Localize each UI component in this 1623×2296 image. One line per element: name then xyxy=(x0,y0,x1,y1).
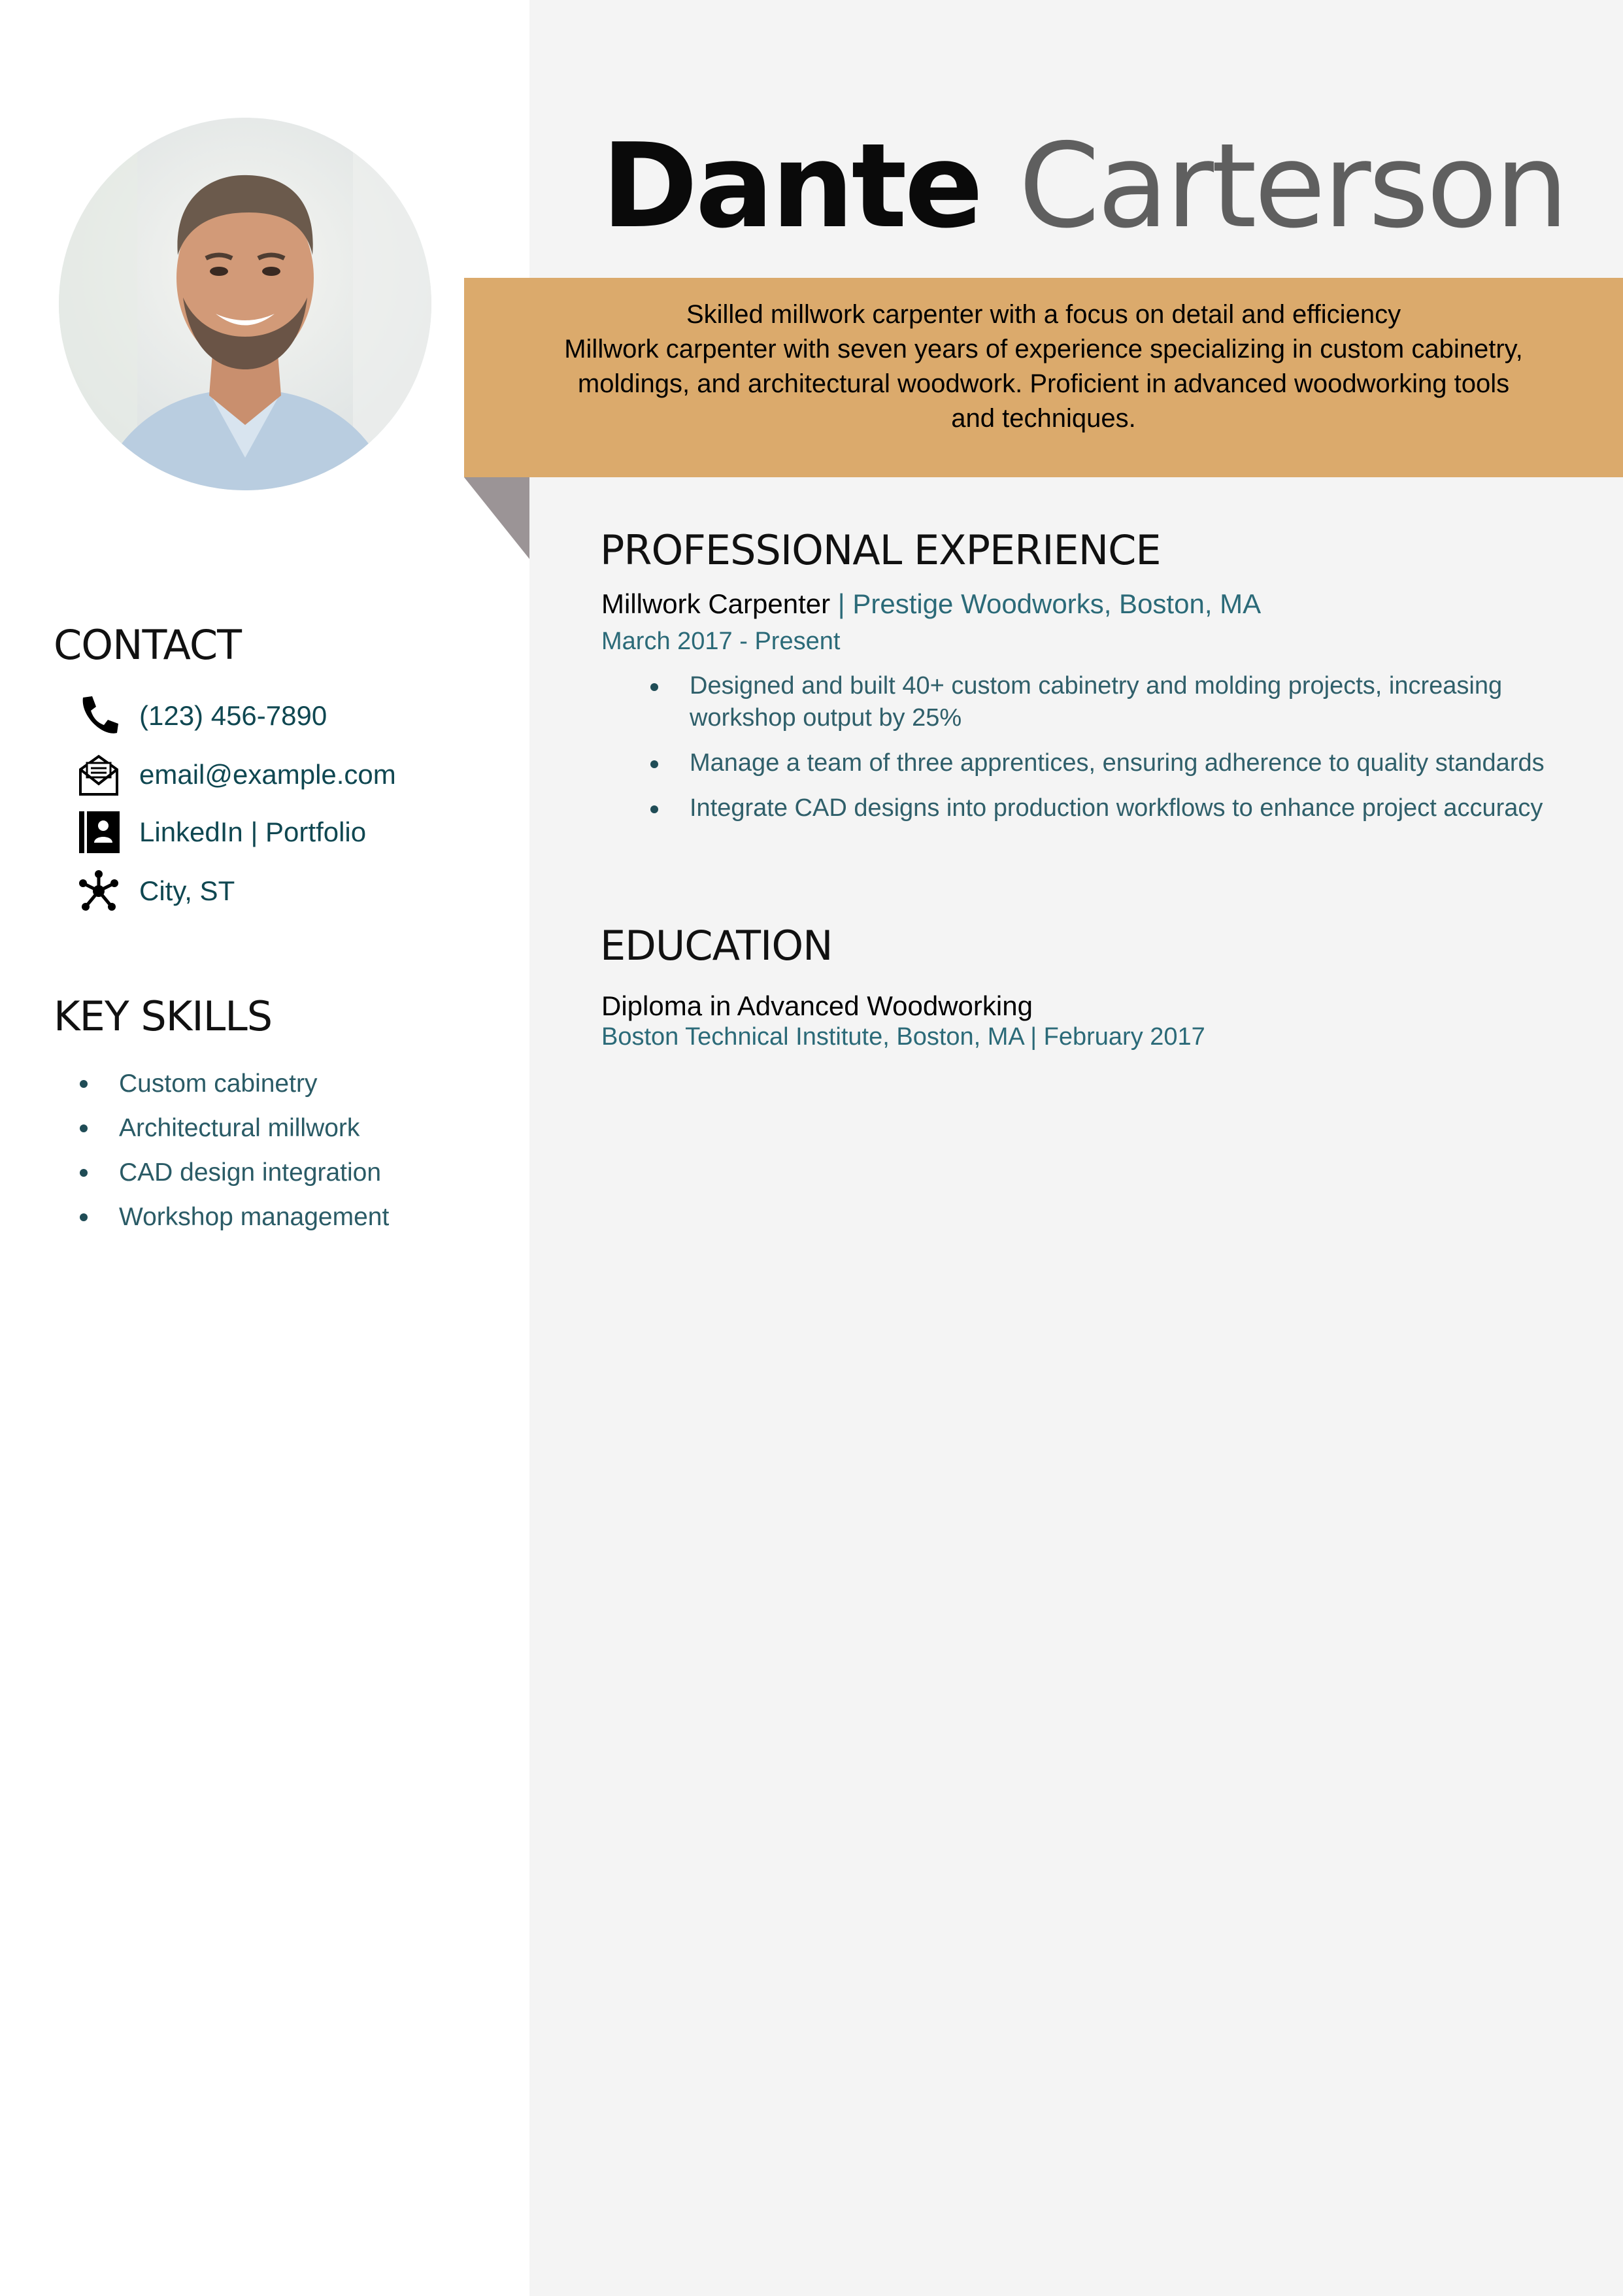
list-item: Designed and built 40+ custom cabinetry and molding projects, increasing workshop output by 25% xyxy=(650,670,1565,734)
location-text: City, ST xyxy=(139,875,235,906)
job-bullets xyxy=(650,670,1565,837)
profile-photo xyxy=(59,118,431,490)
contact-location xyxy=(75,868,235,914)
list-item: Workshop management xyxy=(78,1199,389,1243)
job-heading xyxy=(601,588,1261,620)
list-item: Integrate CAD designs into production workflows to enhance project accuracy xyxy=(650,792,1565,824)
experience-title: PROFESSIONAL EXPERIENCE xyxy=(600,526,1161,574)
list-item: Manage a team of three apprentices, ensuring adherence to quality standards xyxy=(650,747,1565,779)
contact-email[interactable] xyxy=(75,752,396,798)
envelope-icon xyxy=(75,751,122,798)
candidate-name xyxy=(601,114,1566,258)
links-text: LinkedIn | Portfolio xyxy=(139,817,367,847)
phone-text: (123) 456-7890 xyxy=(139,700,327,731)
education-school: Boston Technical Institute, Boston, MA | February 2017 xyxy=(601,1023,1205,1051)
contact-phone[interactable] xyxy=(75,693,327,739)
summary-band xyxy=(464,278,1623,477)
last-name: Carterson xyxy=(1018,118,1566,254)
education-degree: Diploma in Advanced Woodworking xyxy=(601,990,1033,1021)
list-item: Architectural millwork xyxy=(78,1110,389,1155)
job-company: | Prestige Woodworks, Boston, MA xyxy=(830,588,1262,619)
job-title: Millwork Carpenter xyxy=(601,588,831,619)
summary-headline: Skilled millwork carpenter with a focus on detail and efficiency xyxy=(686,300,1401,329)
network-icon xyxy=(75,868,122,915)
job-dates: March 2017 - Present xyxy=(601,628,841,655)
ribbon-fold xyxy=(464,477,529,559)
list-item: Custom cabinetry xyxy=(78,1066,389,1110)
contact-card-icon xyxy=(75,809,122,856)
summary-body: Millwork carpenter with seven years of experience specializing in custom cabinetry, moldings, and architectural woodwork. Proficient in advanced woodworking tools and techniques. xyxy=(564,335,1523,433)
phone-icon xyxy=(75,692,122,739)
skills-title: KEY SKILLS xyxy=(54,992,273,1040)
education-title: EDUCATION xyxy=(600,922,833,970)
contact-links[interactable] xyxy=(75,809,366,855)
first-name: Dante xyxy=(601,118,981,254)
email-text: email@example.com xyxy=(139,759,396,790)
list-item: CAD design integration xyxy=(78,1155,389,1199)
skills-list xyxy=(78,1066,389,1243)
contact-title: CONTACT xyxy=(54,621,242,669)
